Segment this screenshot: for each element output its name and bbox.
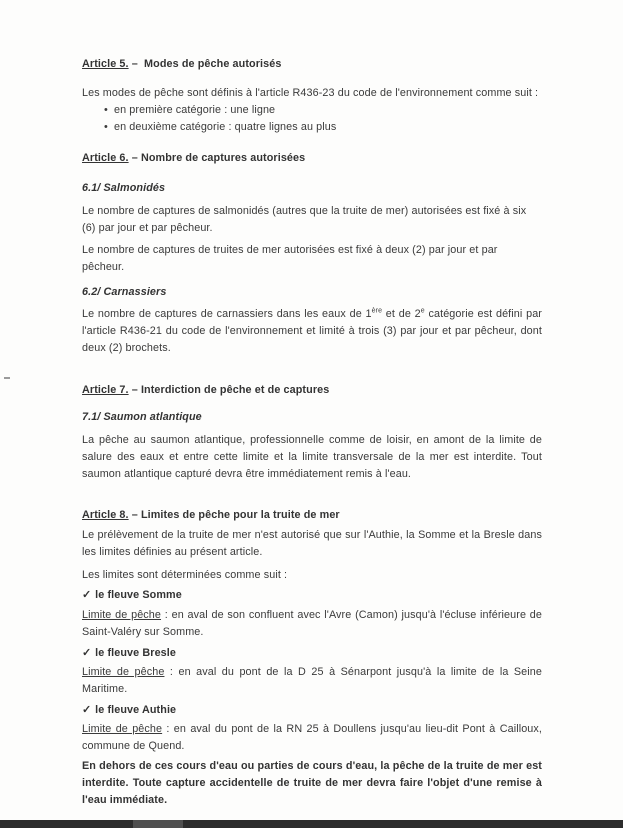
document-content: [82, 56, 542, 809]
ordinal-superscript: ère: [371, 307, 383, 315]
limit-label: Limite de pêche: [82, 723, 163, 735]
article7-title: Interdiction de pêche et de captures: [140, 384, 330, 396]
article5-heading: [82, 56, 542, 73]
bullet-icon: •: [104, 121, 108, 133]
ordinal-superscript: e: [420, 307, 425, 315]
river-name: le fleuve Somme: [95, 589, 182, 601]
checkmark-icon: ✓: [82, 589, 92, 601]
limits-intro: Les limites sont déterminées comme suit :: [82, 569, 288, 581]
section-62-heading: 6.2/ Carnassiers: [82, 286, 167, 298]
article8-title: Limites de pêche pour la truite de mer: [140, 509, 340, 521]
limit-text: : en aval du pont de la D 25 à Sénarpont jusqu'à la limite de la Seine Maritime.: [82, 666, 542, 695]
bullet-item: [82, 102, 542, 119]
checkmark-icon: ✓: [82, 647, 92, 659]
limit-label: Limite de pêche: [82, 666, 165, 678]
section-71-paragraph: La pêche au saumon atlantique, professionnelle comme de loisir, en amont de la limite de salure des eaux et entre cette limite et la limite transversale de la mer est interdite. Tout saumon atlantique capturé devra être immédiatement remis à l'eau.: [82, 434, 542, 480]
article8-heading: [82, 507, 542, 524]
section-61-paragraph-2: Le nombre de captures de truites de mer autorisées est fixé à deux (2) par jour et par pêcheur.: [82, 244, 498, 273]
scan-artifact-mark: [4, 377, 10, 379]
limit-text: : en aval du pont de la RN 25 à Doullens jusqu'au lieu-dit Pont à Cailloux, commune de Quend.: [82, 723, 542, 752]
scan-bottom-bar: [0, 820, 623, 828]
section-61-heading: 6.1/ Salmonidés: [82, 182, 166, 194]
river-somme-item: [82, 587, 542, 604]
bullet-icon: •: [104, 104, 108, 116]
article5-title: Modes de pêche autorisés: [144, 58, 282, 70]
article8-label: Article 8.: [82, 509, 129, 521]
river-name: le fleuve Bresle: [95, 647, 176, 659]
limit-label: Limite de pêche: [82, 609, 162, 621]
section-61-paragraph-1: Le nombre de captures de salmonidés (autres que la truite de mer) autorisées est fixé à six (6) par jour et par pêcheur.: [82, 205, 527, 234]
bullet-item: [82, 119, 542, 136]
article6-heading: [82, 150, 542, 167]
article6-label: Article 6.: [82, 152, 129, 164]
closing-paragraph: En dehors de ces cours d'eau ou parties de cours d'eau, la pêche de la truite de mer est interdite. Toute capture accidentelle de truite de mer devra faire l'objet d'une remise à l'eau immédiate.: [82, 760, 542, 806]
article5-bullet-list: [82, 102, 542, 136]
section-62-text-2: et de 2: [382, 308, 421, 320]
article8-intro: Le prélèvement de la truite de mer n'est autorisé que sur l'Authie, la Somme et la Bresle dans les limites définies au présent article.: [82, 529, 542, 558]
scan-bottom-bar-light-segment: [133, 820, 183, 828]
section-71-heading: 7.1/ Saumon atlantique: [82, 411, 202, 423]
article7-heading: [82, 382, 542, 399]
article7-dash: –: [131, 384, 138, 396]
river-name: le fleuve Authie: [95, 704, 177, 716]
article7-label: Article 7.: [82, 384, 129, 396]
section-62-text-3: catégorie est défini par l'article R436-21 du code de l'environnement et limité à trois (3) par jour et par pêcheur, dont deux (2) brochets.: [82, 308, 542, 354]
river-authie-limit: [82, 721, 542, 755]
article6-title: Nombre de captures autorisées: [140, 152, 306, 164]
river-authie-item: [82, 702, 542, 719]
section-62-paragraph: [82, 306, 542, 357]
river-bresle-limit: [82, 664, 542, 698]
article6-dash: –: [131, 152, 138, 164]
article8-dash: –: [131, 509, 138, 521]
bullet-text: en deuxième catégorie : quatre lignes au plus: [114, 121, 337, 133]
article5-label: Article 5.: [82, 58, 129, 70]
bullet-text: en première catégorie : une ligne: [114, 104, 276, 116]
article5-intro: Les modes de pêche sont définis à l'article R436-23 du code de l'environnement comme suit :: [82, 87, 539, 99]
checkmark-icon: ✓: [82, 704, 92, 716]
section-62-text-1: Le nombre de captures de carnassiers dans les eaux de 1: [82, 308, 372, 320]
river-bresle-item: [82, 645, 542, 662]
article5-dash: –: [131, 58, 138, 70]
limit-text: : en aval de son confluent avec l'Avre (Camon) jusqu'à l'écluse inférieure de Saint-Valéry sur Somme.: [82, 609, 543, 638]
river-somme-limit: [82, 607, 542, 641]
